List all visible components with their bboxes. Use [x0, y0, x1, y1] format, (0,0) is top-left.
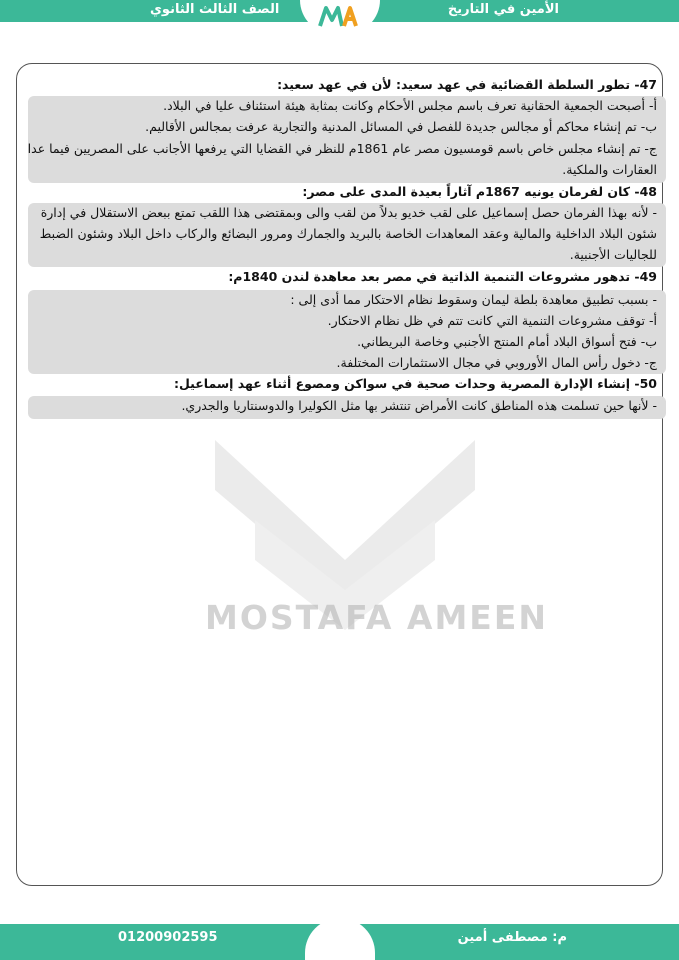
- question-50: 50- إنشاء الإدارة المصرية وحدات صحية في سواكن ومصوع أثناء عهد إسماعيل:: [173, 376, 657, 391]
- answer-47-line-3: ج- تم إنشاء مجلس خاص باسم قومسيون مصر عام 1861م للنظر في القضايا التي يرفعها الأجانب على المصريين فيما عدا: [27, 141, 657, 156]
- answer-49-line-3: ب- فتح أسواق البلاد أمام المنتج الأجنبي وخاصة البريطاني.: [357, 334, 657, 349]
- question-49: 49- تدهور مشروعات التنمية الذاتية في مصر بعد معاهدة لندن 1840م:: [228, 269, 657, 284]
- header-subject-title: الأمين في التاريخ: [447, 2, 559, 17]
- answer-48-line-2: شئون البلاد الداخلية والمالية وعقد المعاهدات الخاصة بالبريد والجمارك ومرور البضائع والركاب داخل البلاد وشئون الضبط: [39, 226, 657, 241]
- header-grade-title: الصف الثالث الثانوي: [150, 2, 280, 17]
- answer-49-line-4: ج- دخول رأس المال الأوروبي في مجال الاستثمارات المختلفة.: [336, 355, 657, 370]
- question-47: 47- تطور السلطة القضائية في عهد سعيد: لأن في عهد سعيد:: [277, 77, 657, 92]
- answer-48-line-3: للجاليات الأجنبية.: [569, 247, 657, 262]
- mostafa-ameen-logo-icon: [316, 2, 366, 30]
- answer-49-line-1: - بسبب تطبيق معاهدة بلطة ليمان وسقوط نظام الاحتكار مما أدى إلى :: [290, 292, 657, 307]
- answer-47-line-2: ب- تم إنشاء محاكم أو مجالس جديدة للفصل في المسائل المدنية والتجارية عرفت بمجالس الأقاليم.: [145, 119, 657, 134]
- footer-author: م: مصطفى أمين: [457, 930, 567, 945]
- answer-49-line-2: أ- توقف مشروعات التنمية التي كانت تتم في ظل نظام الاحتكار.: [327, 313, 657, 328]
- answer-47-line-1: أ- أصبحت الجمعية الحقانية تعرف باسم مجلس الأحكام وكانت بمثابة هيئة استئناف عليا في البلاد.: [163, 98, 657, 113]
- answer-47-line-4: العقارات والملكية.: [562, 162, 657, 177]
- question-48: 48- كان لفرمان يونيه 1867م آثاراً بعيدة المدى على مصر:: [302, 184, 657, 199]
- answer-48-line-1: - لأنه بهذا الفرمان حصل إسماعيل على لقب خديو بدلاً من لقب والى وبمقتضى هذا اللقب تمتع ببعض الاستقلال في إدارة: [40, 205, 657, 220]
- footer-phone: 01200902595: [118, 930, 218, 945]
- watermark-text: MOSTAFA AMEEN: [205, 598, 549, 637]
- answer-50-line-1: - لأنها حين تسلمت هذه المناطق كانت الأمراض تنتشر بها مثل الكوليرا والدوسنتاريا والجدري.: [181, 398, 657, 413]
